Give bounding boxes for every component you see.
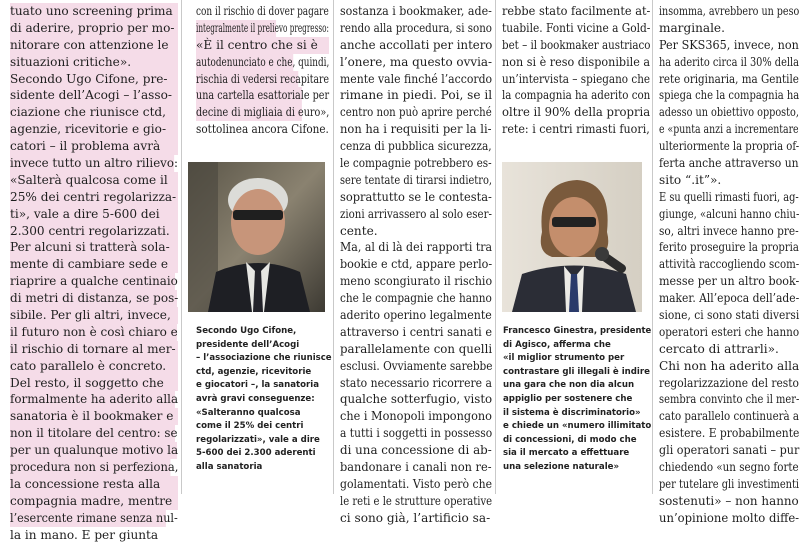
text-line: sidente dell’Acogi – l’asso- xyxy=(10,87,178,104)
text-line: ci sono già, l’artificio sa- xyxy=(340,510,491,525)
text-line: bandonare i canali non re- xyxy=(340,460,492,475)
text-line: cato parallelo è concreto. xyxy=(10,358,178,375)
text-line: rete: i centri rimasti fuori, xyxy=(502,122,650,137)
text-line: l’esercente rimane senza nul- xyxy=(10,510,178,525)
text-line: il futuro non è così chiaro e xyxy=(10,324,178,339)
text-line: parallelamente con quelli xyxy=(340,341,493,356)
caption-line: – l’associazione che riunisce xyxy=(196,353,332,364)
text-line: E su quelli rimasti fuori, ag- xyxy=(659,189,799,204)
text-line: cato parallelo continuerà a xyxy=(659,409,800,424)
text-line: le compagnie potrebbero es- xyxy=(340,156,492,171)
text-line: sostenuti» – non hanno xyxy=(659,493,799,508)
text-line: mente di cambiare sede e xyxy=(10,256,178,273)
text-line: Ma, al di là dei rapporti tra xyxy=(340,240,493,255)
text-line: sanatoria è il bookmaker e xyxy=(10,408,178,425)
text-line: la in mano. E per giunta xyxy=(10,527,159,542)
text-line: non si è reso disponibile a xyxy=(502,54,651,69)
caption-line: Francesco Ginestra, presidente xyxy=(503,326,652,336)
text-line: so, altri invece hanno pre- xyxy=(659,223,799,238)
text-line: Per alcuni si tratterà sola- xyxy=(10,239,178,256)
text-line: ferta anche attraverso un xyxy=(659,156,799,171)
text-line: Secondo Ugo Cifone, pre- xyxy=(10,71,178,88)
text-line: una cartella esattoriale per xyxy=(196,88,330,103)
text-line: che le compagnie che hanno xyxy=(340,291,492,306)
text-line: Del resto, il soggetto che xyxy=(10,375,178,392)
photo-francesco-ginestra xyxy=(502,162,642,312)
text-line: 2.300 centri regolarizzati. xyxy=(10,223,178,240)
text-line: operatori esteri che hanno xyxy=(659,324,800,339)
text-line: rendo alla procedura, si sono xyxy=(340,20,492,35)
text-line: golamentati. Visto però che xyxy=(340,476,493,491)
article-column-3 xyxy=(340,3,493,525)
column-rule xyxy=(333,0,334,494)
text-line: sottolinea ancora Cifone. xyxy=(196,122,329,137)
text-line: riaprire a qualche centinaio xyxy=(10,274,178,289)
text-line: di aderire, proprio per mo- xyxy=(10,20,178,37)
text-line: gli operatori sanati – pur xyxy=(659,443,800,458)
text-line: la concessione resta alla xyxy=(10,476,178,493)
text-line: che i Monopoli impongono xyxy=(340,409,492,424)
text-line: adesso un obiettivo opposto, xyxy=(659,105,799,120)
caption-line: presidente dell’Acogi xyxy=(196,339,300,350)
text-line: «Salterà qualcosa come il xyxy=(10,172,178,189)
caption-line: e chiede un «numero illimitato xyxy=(503,421,652,432)
text-line: ferito proseguire la propria xyxy=(659,240,799,255)
text-line: messe per un altro book- xyxy=(659,274,800,289)
text-line: regolarizzazione del resto xyxy=(659,375,799,390)
photo-caption-ginestra xyxy=(503,325,651,485)
caption-line: «il miglior strumento per xyxy=(503,353,625,364)
text-line: formalmente ha aderito alla xyxy=(10,392,179,407)
caption-line: e giocatori –, la sanatoria xyxy=(196,380,320,391)
text-line: cenza di pubblica sicurezza, xyxy=(340,139,492,154)
column-rule xyxy=(652,0,653,494)
text-line: rimane in piedi. Poi, se il xyxy=(340,88,493,103)
text-line: e «punta anzi a incrementare xyxy=(659,122,799,137)
text-line: tuabile. Fonti vicine a Gold- xyxy=(502,20,651,35)
text-line: mente vale finché l’accordo xyxy=(340,71,493,86)
text-line: stato necessario ricorrere a xyxy=(340,375,492,390)
caption-line: sia il mercato a effettuare xyxy=(503,448,630,459)
text-line: bookie e ctd, appare perlo- xyxy=(340,257,493,272)
caption-line: ctd, agenzie, ricevitorie xyxy=(196,366,312,377)
text-line: le reti e le strutture operative xyxy=(340,493,493,508)
text-line: integralmente il prelievo pregresso: xyxy=(196,20,329,35)
text-line: cercato di attrarli». xyxy=(659,341,779,356)
text-line: giunge, «alcuni hanno chiu- xyxy=(659,206,800,221)
caption-line: 5-600 dei 2.300 aderenti xyxy=(196,448,316,459)
text-line: non il titolare del centro: se xyxy=(10,426,178,441)
caption-line: di concessioni, di modo che xyxy=(503,434,637,445)
text-line: qualche sotterfugio, visto xyxy=(340,392,493,407)
text-line: ti», vale a dire 5-600 dei xyxy=(10,206,178,223)
caption-line: di Agisco, afferma che xyxy=(503,339,611,350)
text-line: compagnia madre, mentre xyxy=(10,493,178,510)
text-line: per tutelare gli investimenti xyxy=(659,476,800,491)
text-line: Chi non ha aderito alla xyxy=(659,358,800,373)
text-line: maker. All’epoca dell’ade- xyxy=(659,291,800,306)
caption-line: regolarizzati», vale a dire xyxy=(196,434,320,445)
text-line: situazioni critiche». xyxy=(10,54,178,71)
text-line: il rischio di tornare al mer- xyxy=(10,341,178,358)
caption-line: una selezione naturale» xyxy=(503,461,620,472)
text-line: sione, ci sono stati diversi xyxy=(659,308,800,323)
text-line: un’intervista – spiegano che xyxy=(502,71,651,86)
caption-line: appiglio per sostenere che xyxy=(503,393,633,404)
text-line: a tutti i soggetti in possesso xyxy=(340,426,493,441)
text-line: per un qualunque motivo la xyxy=(10,443,179,458)
text-line: ulteriormente la propria of- xyxy=(659,139,800,154)
article-column-4 xyxy=(502,3,650,143)
text-line: spiega che la compagnia ha xyxy=(659,88,800,103)
text-line: «È il centro che si è xyxy=(196,37,329,54)
caption-line: alla sanatoria xyxy=(196,461,263,472)
photo-caption-cifone xyxy=(196,325,332,485)
caption-line: come il 25% dei centri xyxy=(196,421,304,432)
photo-ugo-cifone xyxy=(188,162,325,312)
caption-line: una gara che non dia alcun xyxy=(503,380,635,391)
text-line: la compagnia ha aderito con xyxy=(502,88,651,103)
text-line: chiedendo «un segno forte xyxy=(659,460,799,475)
caption-line: il sistema è discriminatorio» xyxy=(503,407,641,418)
text-line: tuato uno screening prima xyxy=(10,3,178,20)
text-line: cente. xyxy=(340,223,378,238)
text-line: invece tutto un altro rilievo: xyxy=(10,156,178,171)
caption-line: contrastare gli illegali è indire xyxy=(503,366,650,377)
text-line: di metri di distanza, se pos- xyxy=(10,291,179,306)
text-line: non ha i requisiti per la li- xyxy=(340,122,492,137)
text-line: nitorare con attenzione le xyxy=(10,37,178,54)
text-line: sostanza i bookmaker, ade- xyxy=(340,4,492,18)
text-line: zioni arrivassero al solo eser- xyxy=(340,206,492,221)
text-line: sibile. Per gli altri, invece, xyxy=(10,307,178,324)
text-line: meno scongiurato il rischio xyxy=(340,274,493,289)
text-line: insomma, avrebbero un peso xyxy=(659,4,800,18)
text-line: sembra convinto che il mer- xyxy=(659,392,800,407)
text-line: sito “.it”». xyxy=(659,172,722,187)
text-line: esclusi. Ovviamente sarebbe xyxy=(340,358,493,373)
column-rule xyxy=(181,0,182,494)
text-line: rete originaria, ma Gentile xyxy=(659,71,799,86)
text-line: agenzie, ricevitorie e gio- xyxy=(10,121,178,138)
text-line: bet – il bookmaker austriaco xyxy=(502,37,651,52)
article-column-5 xyxy=(659,3,800,525)
text-line: anche accollati per intero xyxy=(340,37,493,52)
text-line: attività raccogliendo scom- xyxy=(659,257,800,272)
text-line: un’opinione molto diffe- xyxy=(659,510,800,525)
text-line: catori – il problema avrà xyxy=(10,138,178,155)
text-line: decine di migliaia di euro», xyxy=(196,105,330,120)
text-line: di una concessione di ab- xyxy=(340,443,492,458)
text-line: centro non può aprire perché xyxy=(340,105,492,120)
text-line: rischia di vedersi recapitare xyxy=(196,71,329,86)
text-line: rebbe stato facilmente at- xyxy=(502,4,651,18)
caption-line: «Salteranno qualcosa xyxy=(196,407,301,418)
text-line: attraverso i centri sanati e xyxy=(340,324,493,339)
text-line: procedura non si perfeziona, xyxy=(10,460,179,475)
text-line: ha aderito circa il 30% della xyxy=(659,54,799,69)
text-line: Per SKS365, invece, non xyxy=(659,37,799,52)
text-line: marginale. xyxy=(659,20,725,35)
text-line: oltre il 90% della propria xyxy=(502,105,651,120)
article-column-2 xyxy=(196,3,329,143)
text-line: 25% dei centri regolarizza- xyxy=(10,189,177,204)
text-line: autodenunciato e che, quindi, xyxy=(196,54,330,69)
caption-line: avrà gravi conseguenze: xyxy=(196,393,315,404)
column-rule xyxy=(495,0,496,494)
text-line: con il rischio di dover pagare xyxy=(196,4,329,18)
text-line: l’onere, ma questo ovvia- xyxy=(340,54,493,69)
text-line: soprattutto se le contesta- xyxy=(340,189,492,204)
text-line: aderito operino legalmente xyxy=(340,308,492,323)
text-line: sere tentate di tirarsi indietro, xyxy=(340,172,492,187)
text-line: esistere. E probabilmente xyxy=(659,426,800,441)
text-line: ciazione che riunisce ctd, xyxy=(10,104,178,121)
article-column-1 xyxy=(10,3,179,542)
caption-line: Secondo Ugo Cifone, xyxy=(196,326,297,336)
